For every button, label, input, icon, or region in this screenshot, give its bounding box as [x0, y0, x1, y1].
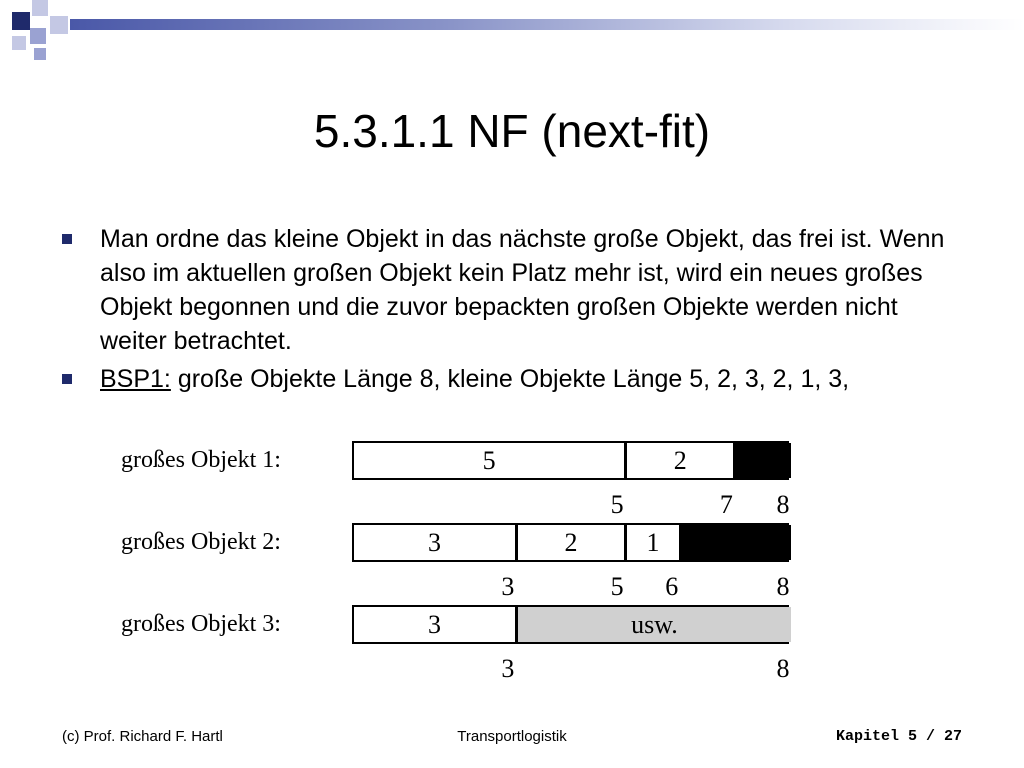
tick-label: 8 — [776, 490, 790, 519]
item-segment: 1 — [627, 525, 682, 560]
bin-bar — [352, 605, 789, 644]
item-segment: 3 — [354, 607, 518, 642]
item-segment: 2 — [627, 443, 736, 478]
bin-ticks — [352, 572, 789, 602]
square-bullet-icon — [62, 374, 72, 384]
free-space-segment — [682, 525, 791, 560]
bin-label: großes Objekt 1: — [121, 447, 281, 473]
bullet-list — [62, 222, 962, 400]
footer-page: Kapitel 5 / 27 — [835, 728, 962, 745]
bullet-item — [62, 222, 962, 358]
bin-bar — [352, 441, 789, 480]
free-space-segment — [736, 443, 791, 478]
tick-label: 8 — [776, 572, 790, 601]
corner-decoration — [0, 0, 80, 62]
tick-label: 8 — [776, 654, 790, 683]
tick-label: 6 — [665, 572, 679, 601]
pending-segment: usw. — [518, 607, 791, 642]
tick-label: 5 — [610, 572, 624, 601]
item-segment: 3 — [354, 525, 518, 560]
footer-author: (c) Prof. Richard F. Hartl — [62, 728, 223, 745]
tick-label: 5 — [610, 490, 624, 519]
header-gradient-bar — [70, 19, 1024, 30]
item-segment: 5 — [354, 443, 627, 478]
bullet-text: große Objekte Länge 8, kleine Objekte Länge 5, 2, 3, 2, 1, 3, — [170, 365, 850, 393]
bullet-item — [62, 362, 962, 396]
footer-course: Transportlogistik — [457, 728, 567, 745]
tick-label: 7 — [719, 490, 733, 519]
square-bullet-icon — [62, 234, 72, 244]
bin-ticks — [352, 654, 789, 684]
example-label: BSP1: — [100, 365, 171, 393]
item-segment: 2 — [518, 525, 627, 560]
slide-title: 5.3.1.1 NF (next-fit) — [313, 105, 711, 157]
bin-label: großes Objekt 3: — [121, 611, 281, 637]
bin-ticks — [352, 490, 789, 520]
tick-label: 3 — [501, 654, 515, 683]
bin-label: großes Objekt 2: — [121, 529, 281, 555]
tick-label: 3 — [501, 572, 515, 601]
bin-bar — [352, 523, 789, 562]
bullet-text: Man ordne das kleine Objekt in das nächste große Objekt, das frei ist. Wenn also im aktuellen großen Objekt kein Platz mehr ist, wird ein neues großes Objekt begonnen und die zuvor bepackten großen Objekte werden nicht weiter betrachtet. — [100, 225, 945, 355]
